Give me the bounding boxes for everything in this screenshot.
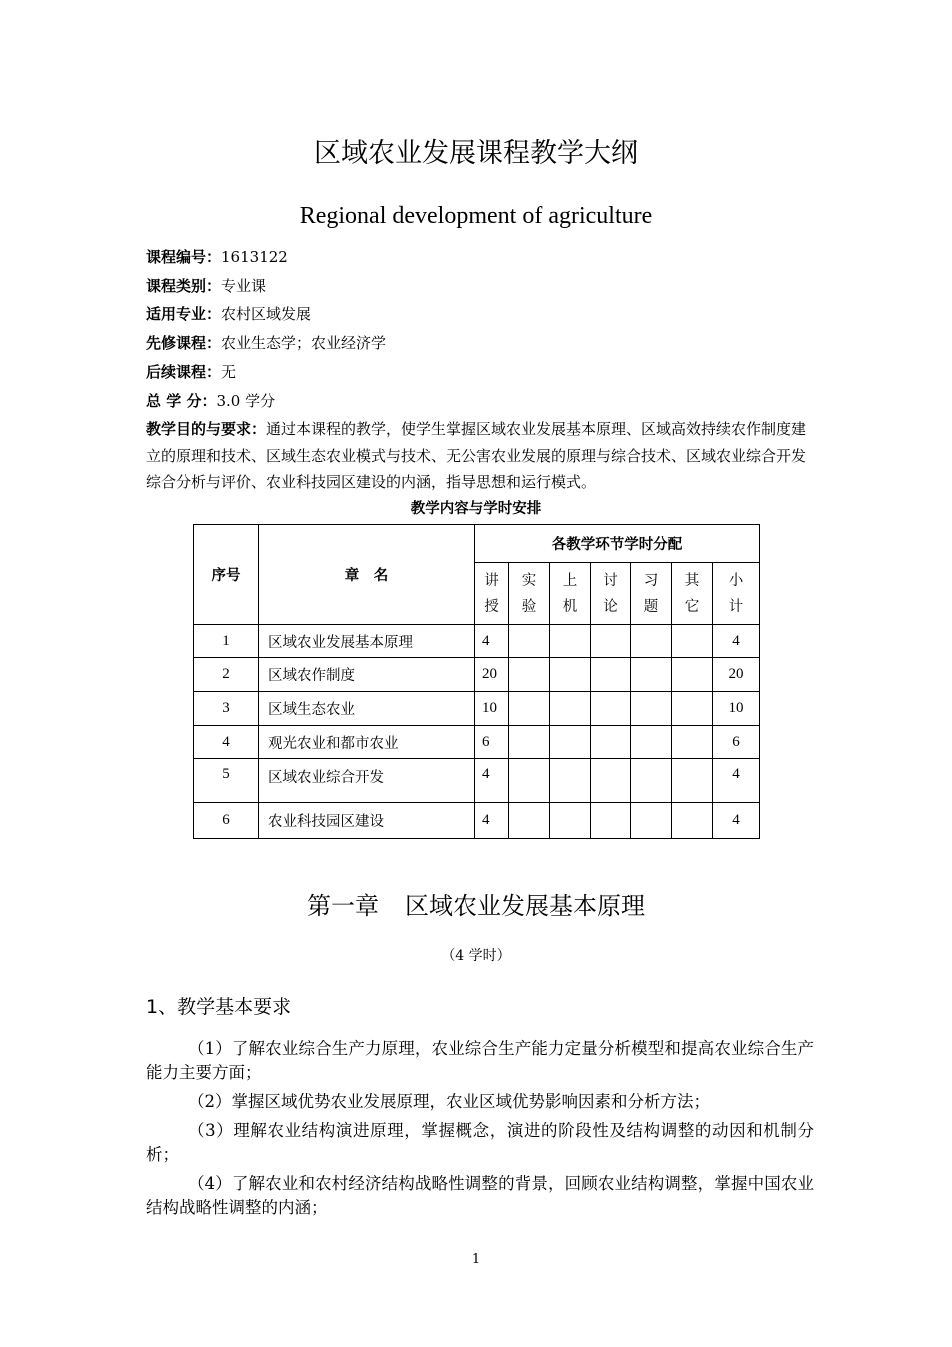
row-computer-hours [550, 726, 591, 759]
header-exercise: 习题 [631, 563, 672, 625]
row-subtotal: 4 [713, 625, 760, 658]
row-other-hours [672, 692, 713, 726]
row-index: 1 [194, 625, 259, 658]
row-computer-hours [550, 625, 591, 658]
row-other-hours [672, 658, 713, 692]
requirement-paragraph: （3）理解农业结构演进原理，掌握概念，演进的阶段性及结构调整的动因和机制分析； [146, 1121, 814, 1164]
row-computer-hours [550, 803, 591, 839]
prerequisite-label: 先修课程： [146, 334, 222, 352]
row-exercise-hours [631, 625, 672, 658]
table-row [194, 803, 760, 839]
chapter-title: 区域农业发展基本原理 [405, 892, 645, 920]
row-discussion-hours [591, 759, 631, 803]
row-other-hours [672, 803, 713, 839]
row-lecture-hours: 10 [475, 692, 509, 726]
document-subtitle: Regional development of agriculture [299, 203, 653, 229]
row-discussion-hours [591, 625, 631, 658]
course-code-line [146, 243, 814, 271]
chapter-hours: （4 学时） [441, 948, 511, 964]
row-lecture-hours: 4 [475, 759, 509, 803]
purpose-label: 教学目的与要求： [146, 420, 267, 438]
credits-line [146, 387, 814, 415]
course-code-value: 1613122 [221, 248, 288, 266]
credits-label: 总 学 分： [146, 392, 217, 410]
course-code-label: 课程编号： [146, 248, 222, 266]
purpose-text: 通过本课程的教学，使学生掌握区域农业发展基本原理、区域高效持续农作制度建立的原理和技术、区域生态农业模式与技术、无公害农业发展的原理与综合技术、区域农业综合开发综合分析与评价、农业科技园区建设的内涵，指导思想和运行模式。 [146, 420, 807, 491]
row-discussion-hours [591, 726, 631, 759]
chapter-heading [0, 888, 952, 924]
header-hours-allocation: 各教学环节学时分配 [475, 525, 760, 563]
table-caption: 教学内容与学时安排 [410, 501, 542, 517]
header-chapter-name: 章 名 [259, 525, 475, 625]
row-lab-hours [509, 692, 550, 726]
row-exercise-hours [631, 692, 672, 726]
applicable-major-label: 适用专业： [146, 305, 222, 323]
table-row [194, 625, 760, 658]
prerequisite-line [146, 329, 814, 357]
document-title: 区域农业发展课程教学大纲 [314, 138, 638, 169]
credits-value: 3.0 学分 [216, 392, 276, 410]
applicable-major-value: 农村区域发展 [221, 305, 312, 323]
row-index: 4 [194, 726, 259, 759]
header-computer: 上机 [550, 563, 591, 625]
row-lecture-hours: 4 [475, 803, 509, 839]
row-computer-hours [550, 692, 591, 726]
row-exercise-hours [631, 658, 672, 692]
schedule-table [193, 524, 760, 839]
row-other-hours [672, 625, 713, 658]
row-chapter-name: 农业科技园区建设 [259, 803, 475, 839]
course-category-line [146, 272, 814, 300]
requirement-paragraph: （2）掌握区域优势农业发展原理，农业区域优势影响因素和分析方法； [188, 1092, 710, 1111]
prerequisite-value: 农业生态学；农业经济学 [221, 334, 387, 352]
row-subtotal: 6 [713, 726, 760, 759]
row-lecture-hours: 4 [475, 625, 509, 658]
row-chapter-name: 区域生态农业 [259, 692, 475, 726]
applicable-major-line [146, 300, 814, 328]
row-index: 5 [194, 759, 259, 803]
header-subtotal: 小计 [713, 563, 760, 625]
row-chapter-name: 区域农作制度 [259, 658, 475, 692]
chapter-number: 第一章 [307, 892, 379, 920]
section-heading: 1、教学基本要求 [146, 996, 292, 1018]
row-lab-hours [509, 759, 550, 803]
row-computer-hours [550, 759, 591, 803]
row-lecture-hours: 6 [475, 726, 509, 759]
row-subtotal: 4 [713, 759, 760, 803]
row-lab-hours [509, 803, 550, 839]
row-discussion-hours [591, 803, 631, 839]
row-index: 6 [194, 803, 259, 839]
header-lecture: 讲授 [475, 563, 509, 625]
row-lab-hours [509, 726, 550, 759]
followup-course-line [146, 358, 814, 386]
header-other: 其它 [672, 563, 713, 625]
header-lab: 实验 [509, 563, 550, 625]
purpose-paragraph [146, 416, 814, 496]
row-exercise-hours [631, 759, 672, 803]
table-row [194, 692, 760, 726]
row-subtotal: 10 [713, 692, 760, 726]
requirement-paragraph: （1）了解农业综合生产力原理，农业综合生产能力定量分析模型和提高农业综合生产能力主要方面； [146, 1039, 814, 1082]
row-lab-hours [509, 625, 550, 658]
table-row [194, 759, 760, 803]
row-other-hours [672, 726, 713, 759]
table-row [194, 726, 760, 759]
row-exercise-hours [631, 726, 672, 759]
followup-course-value: 无 [221, 363, 237, 381]
row-discussion-hours [591, 692, 631, 726]
row-exercise-hours [631, 803, 672, 839]
row-chapter-name: 观光农业和都市农业 [259, 726, 475, 759]
row-index: 2 [194, 658, 259, 692]
course-category-value: 专业课 [221, 277, 267, 295]
table-row [194, 658, 760, 692]
header-index: 序号 [194, 525, 259, 625]
requirement-paragraph: （4）了解农业和农村经济结构战略性调整的背景，回顾农业结构调整，掌握中国农业结构战略性调整的内涵； [146, 1174, 814, 1217]
followup-course-label: 后续课程： [146, 363, 222, 381]
row-other-hours [672, 759, 713, 803]
row-discussion-hours [591, 658, 631, 692]
row-lab-hours [509, 658, 550, 692]
row-index: 3 [194, 692, 259, 726]
row-chapter-name: 区域农业发展基本原理 [259, 625, 475, 658]
header-discussion: 讨论 [591, 563, 631, 625]
row-subtotal: 20 [713, 658, 760, 692]
course-category-label: 课程类别： [146, 277, 222, 295]
page-number: 1 [471, 1252, 481, 1267]
row-computer-hours [550, 658, 591, 692]
row-lecture-hours: 20 [475, 658, 509, 692]
row-subtotal: 4 [713, 803, 760, 839]
row-chapter-name: 区域农业综合开发 [259, 759, 475, 803]
